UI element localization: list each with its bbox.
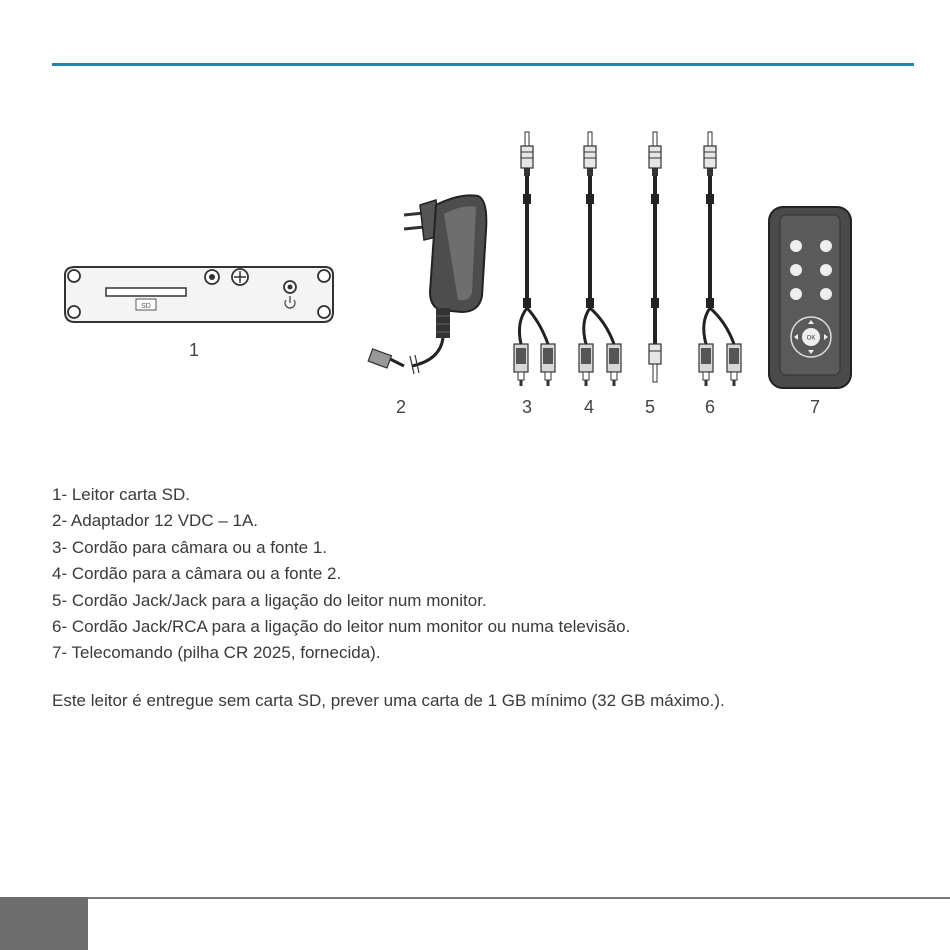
power-adapter-illustration (368, 195, 486, 374)
sd-reader-illustration (65, 267, 333, 322)
jack-jack-cord-illustration (649, 132, 661, 382)
contents-list (52, 482, 630, 667)
remote-ok-label: OK (806, 335, 816, 342)
list-item: 2- Adaptador 12 VDC – 1A. (52, 511, 259, 531)
figure-label-7: 7 (809, 397, 821, 417)
figure-label-4: 4 (583, 397, 595, 417)
figure-label-3: 3 (521, 397, 533, 417)
sd-slot-label: SD (141, 303, 151, 310)
figure-label-5: 5 (644, 397, 656, 417)
list-item: 1- Leitor carta SD. (52, 485, 190, 504)
figure-label-2: 2 (395, 397, 407, 417)
camera-cord-1-illustration (514, 132, 555, 386)
jack-rca-cord-illustration (699, 132, 741, 386)
sd-card-note: Este leitor é entregue sem carta SD, prever uma carta de 1 GB mínimo (32 GB máximo.). (52, 691, 725, 710)
list-item: 5- Cordão Jack/Jack para a ligação do leitor num monitor. (52, 590, 487, 610)
product-illustration (0, 0, 950, 430)
figure-label-1: 1 (188, 340, 200, 360)
camera-cord-2-illustration (579, 132, 621, 386)
list-item: 4- Cordão para a câmara ou a fonte 2. (52, 564, 342, 584)
remote-control-illustration (769, 207, 851, 388)
list-item: 7- Telecomando (pilha CR 2025, fornecida). (52, 643, 381, 663)
figure-label-6: 6 (704, 397, 716, 417)
list-item: 6- Cordão Jack/RCA para a ligação do leitor num monitor ou numa televisão. (52, 617, 631, 637)
list-item: 3- Cordão para câmara ou a fonte 1. (52, 537, 327, 557)
page-tab (0, 897, 88, 950)
footer-rule (88, 897, 950, 899)
